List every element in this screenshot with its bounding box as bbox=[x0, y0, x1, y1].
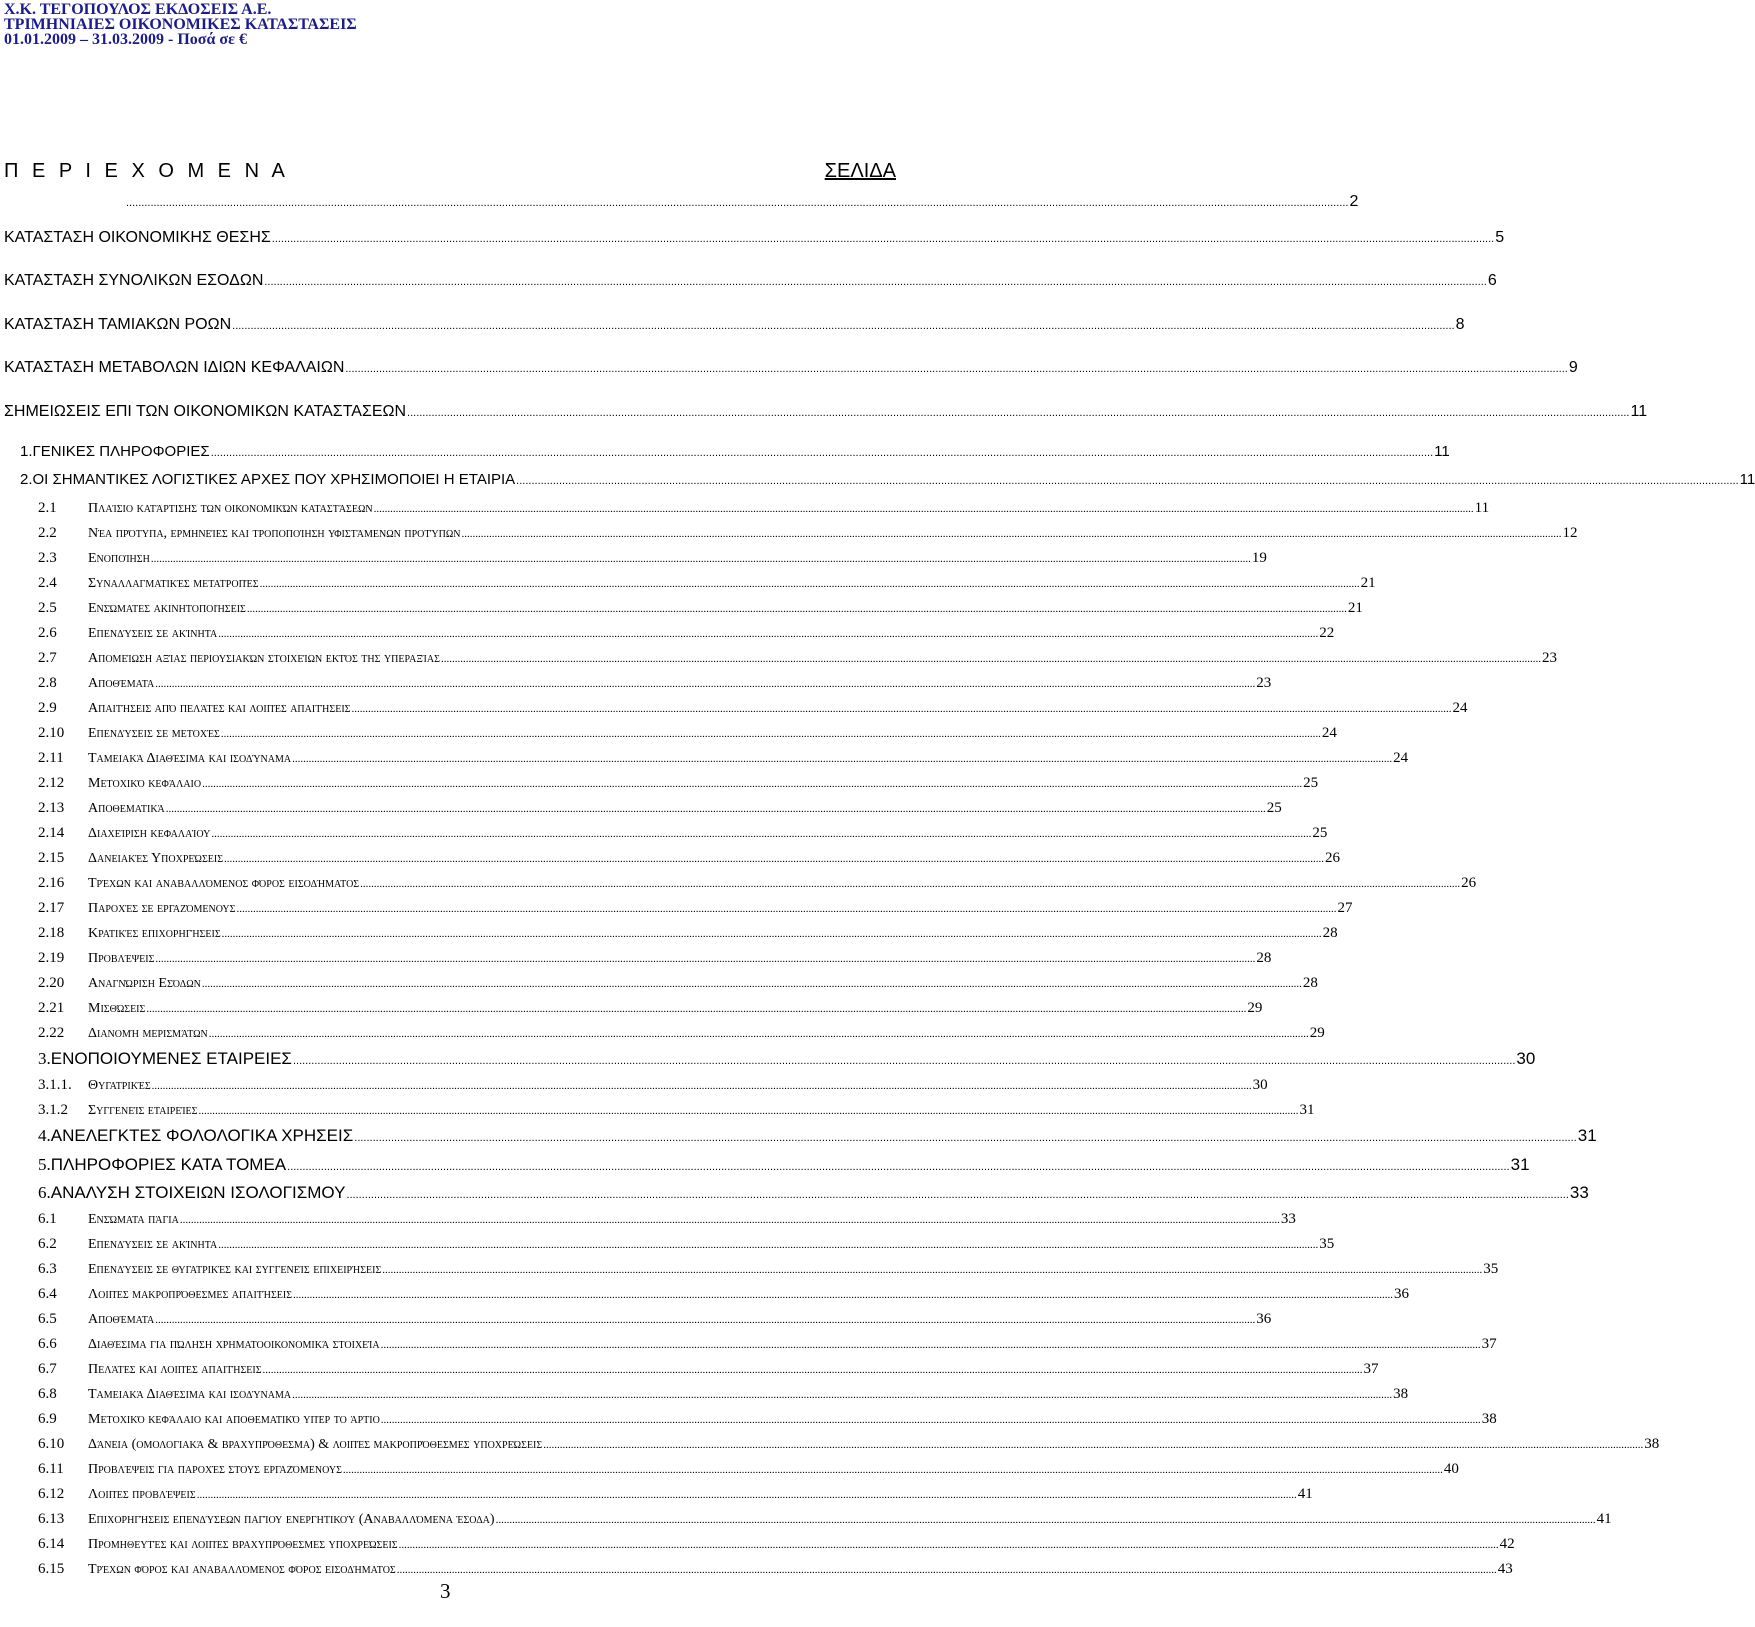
toc-entry-number: 6.2 bbox=[38, 1236, 57, 1252]
toc-entry-label: ΚΑΤΑΣΤΑΣΗ ΜΕΤΑΒΟΛΩΝ ΙΔΙΩΝ ΚΕΦΑΛΑΙΩΝ bbox=[4, 359, 345, 376]
toc-entry[interactable] bbox=[38, 1211, 1296, 1228]
toc-dot-leader: ................................................................................................................................................................................................................................................................................................................................................................................................................ bbox=[543, 1439, 1644, 1451]
toc-entry-label: Παροχές σε εργαζόμενους bbox=[88, 901, 236, 916]
toc-entry-page: 24 bbox=[1321, 725, 1337, 741]
toc-entry-label: ΕΝΟΠΟΙΟΥΜΕΝΕΣ ΕΤΑΙΡΕΙΕΣ bbox=[50, 1049, 292, 1068]
toc-entry-page: 36 bbox=[1256, 1311, 1272, 1327]
toc-dot-leader: ................................................................................................................................................................................................................................................................................................................................................................................................................ bbox=[259, 578, 1360, 590]
toc-entry[interactable] bbox=[38, 900, 1353, 917]
toc-entry-label: Απομείωση αξίας περιουσιακών στοιχείων εκτός της υπεραξίας bbox=[88, 651, 440, 666]
toc-entry[interactable] bbox=[38, 775, 1319, 792]
toc-dot-leader: ................................................................................................................................................................................................................................................................................................................................................................................................................ bbox=[407, 407, 1630, 419]
toc-entry-page: 21 bbox=[1360, 575, 1376, 591]
toc-entry-label: Δανειακές Υποχρεώσεις bbox=[88, 851, 224, 866]
toc-entry-page: 23 bbox=[1541, 650, 1557, 666]
toc-dot-leader: ................................................................................................................................................................................................................................................................................................................................................................................................................ bbox=[495, 1514, 1596, 1526]
toc-dot-leader: ................................................................................................................................................................................................................................................................................................................................................................................................................ bbox=[210, 447, 1434, 459]
toc-entry[interactable] bbox=[38, 925, 1338, 942]
toc-entry[interactable] bbox=[4, 229, 1505, 247]
toc-entry-label: Προβλέψεις bbox=[88, 951, 155, 966]
toc-entry-number: 2.5 bbox=[38, 600, 57, 616]
toc-entry[interactable] bbox=[38, 1511, 1612, 1528]
toc-entry-label: ΑΝΕΛΕΓΚΤΕΣ ΦΟΛΟΛΟΓΙΚΑ ΧΡΗΣΕΙΣ bbox=[50, 1126, 354, 1145]
toc-entry-page: 11 bbox=[1630, 403, 1648, 420]
toc-dot-leader: ................................................................................................................................................................................................................................................................................................................................................................................................................ bbox=[360, 878, 1461, 890]
toc-dot-leader: ................................................................................................................................................................................................................................................................................................................................................................................................................ bbox=[262, 1364, 1363, 1376]
toc-entry[interactable] bbox=[38, 1361, 1379, 1378]
toc-entry-number: 4. bbox=[38, 1126, 51, 1145]
toc-entry-page: 38 bbox=[1481, 1411, 1497, 1427]
toc-entry[interactable] bbox=[38, 650, 1557, 667]
toc-dot-leader: ................................................................................................................................................................................................................................................................................................................................................................................................................ bbox=[126, 197, 1349, 209]
toc-entry[interactable] bbox=[38, 825, 1328, 842]
toc-entry-page: 33 bbox=[1569, 1183, 1589, 1202]
toc-entry-label: Πλαίσιο κατάρτισης των οικονομικών καταστάσεων bbox=[88, 501, 373, 516]
toc-entry-page: 41 bbox=[1596, 1511, 1612, 1527]
toc-entry-page: 42 bbox=[1499, 1536, 1515, 1552]
toc-entry[interactable] bbox=[38, 525, 1578, 542]
toc-entry[interactable] bbox=[38, 500, 1490, 517]
toc-entry-page: 33 bbox=[1280, 1211, 1296, 1227]
toc-entry-number: 2.6 bbox=[38, 625, 57, 641]
toc-dot-leader: ................................................................................................................................................................................................................................................................................................................................................................................................................ bbox=[218, 628, 1319, 640]
toc-entry-label: Αναγνώριση Εσόδων bbox=[88, 976, 201, 991]
toc-dot-leader: ................................................................................................................................................................................................................................................................................................................................................................................................................ bbox=[155, 953, 1256, 965]
toc-entry[interactable] bbox=[38, 625, 1335, 642]
toc-entry-page: 40 bbox=[1443, 1461, 1459, 1477]
header-company: Χ.Κ. ΤΕΓΟΠΟΥΛΟΣ ΕΚΔΟΣΕΙΣ Α.Ε. bbox=[4, 1, 272, 18]
toc-entry-page: 30 bbox=[1516, 1049, 1536, 1068]
toc-entry-page: 23 bbox=[1256, 675, 1272, 691]
toc-entry[interactable] bbox=[38, 1077, 1268, 1094]
toc-entry-label: Επενδύσεις σε ακίνητα bbox=[88, 1237, 218, 1252]
toc-entry-number: 2.14 bbox=[38, 825, 65, 841]
toc-entry[interactable] bbox=[38, 600, 1363, 617]
toc-dot-leader: ................................................................................................................................................................................................................................................................................................................................................................................................................ bbox=[201, 978, 1302, 990]
toc-entry-label: ΑΝΑΛΥΣΗ ΣΤΟΙΧΕΙΩΝ ΙΣΟΛΟΓΙΣΜΟΥ bbox=[50, 1183, 346, 1202]
toc-entry-number: 6.13 bbox=[38, 1511, 65, 1527]
toc-entry[interactable] bbox=[38, 850, 1341, 867]
toc-entry-page: 11 bbox=[1434, 443, 1450, 460]
toc-dot-leader: ................................................................................................................................................................................................................................................................................................................................................................................................................ bbox=[440, 653, 1541, 665]
toc-entry[interactable] bbox=[38, 1126, 1597, 1146]
toc-entry-number: 2.15 bbox=[38, 850, 65, 866]
toc-entry-page: 37 bbox=[1481, 1336, 1497, 1352]
toc-entry-number: 2. bbox=[20, 471, 33, 488]
toc-entry-number: 2.16 bbox=[38, 875, 65, 891]
toc-entry[interactable] bbox=[38, 1461, 1459, 1478]
toc-entry-label: Διαχείριση κεφαλαίου bbox=[88, 826, 211, 841]
toc-entry-page: 6 bbox=[1487, 272, 1497, 289]
toc-entry-label: Λοιπές μακροπρόθεσμες απαιτήσεις bbox=[88, 1287, 293, 1302]
toc-dot-leader: ................................................................................................................................................................................................................................................................................................................................................................................................................ bbox=[179, 1214, 1280, 1226]
toc-dot-leader: ................................................................................................................................................................................................................................................................................................................................................................................................................ bbox=[208, 1028, 1309, 1040]
toc-entry-page: 26 bbox=[1461, 875, 1477, 891]
toc-entry[interactable] bbox=[4, 403, 1648, 421]
toc-entry-label: Συγγενείς εταιρείες bbox=[88, 1103, 198, 1118]
toc-entry-page: 9 bbox=[1568, 359, 1578, 376]
toc-entry[interactable] bbox=[38, 1000, 1263, 1017]
toc-entry-label: Κρατικές επιχορηγήσεις bbox=[88, 926, 221, 941]
toc-entry-number: 3.1.1. bbox=[38, 1077, 72, 1093]
toc-dot-leader: ................................................................................................................................................................................................................................................................................................................................................................................................................ bbox=[380, 1414, 1481, 1426]
toc-entry-number: 2.8 bbox=[38, 675, 57, 691]
toc-entry[interactable] bbox=[4, 316, 1465, 334]
toc-entry-page: 24 bbox=[1452, 700, 1468, 716]
toc-entry-page: 31 bbox=[1510, 1155, 1530, 1174]
toc-dot-leader: ................................................................................................................................................................................................................................................................................................................................................................................................................ bbox=[380, 1339, 1481, 1351]
toc-entry[interactable] bbox=[38, 1561, 1513, 1578]
toc-entry-label: ΣΗΜΕΙΩΣΕΙΣ ΕΠΙ ΤΩΝ ΟΙΚΟΝΟΜΙΚΩΝ ΚΑΤΑΣΤΑΣΕΩΝ bbox=[4, 403, 407, 420]
toc-dot-leader: ................................................................................................................................................................................................................................................................................................................................................................................................................ bbox=[221, 928, 1322, 940]
toc-entry-label: Τρέχων φόρος και αναβαλλόμενος φόρος εισοδήματος bbox=[88, 1562, 396, 1577]
toc-entry-number: 6.8 bbox=[38, 1386, 57, 1402]
toc-entry-label: ΠΛΗΡΟΦΟΡΙΕΣ ΚΑΤΑ ΤΟΜΕΑ bbox=[50, 1155, 287, 1174]
toc-entry-page: 24 bbox=[1393, 750, 1409, 766]
toc-entry[interactable] bbox=[38, 1336, 1497, 1353]
toc-dot-leader: ................................................................................................................................................................................................................................................................................................................................................................................................................ bbox=[396, 1564, 1497, 1576]
toc-entry-page: 8 bbox=[1455, 316, 1465, 333]
toc-entry[interactable] bbox=[38, 550, 1267, 567]
toc-entry-page: 38 bbox=[1644, 1436, 1660, 1452]
toc-entry-label: ΟΙ ΣΗΜΑΝΤΙΚΕΣ ΛΟΓΙΣΤΙΚΕΣ ΑΡΧΕΣ ΠΟΥ ΧΡΗΣΙΜΟΠΟΙΕΙ Η ΕΤΑΙΡΙΑ bbox=[32, 471, 516, 488]
toc-entry-page: 27 bbox=[1337, 900, 1353, 916]
toc-entry-label: ΚΑΤΑΣΤΑΣΗ ΤΑΜΙΑΚΩΝ ΡΟΩΝ bbox=[4, 316, 232, 333]
toc-entry[interactable] bbox=[38, 1102, 1315, 1119]
toc-entry-label: Ταμειακά Διαθέσιμα και ισοδύναμα bbox=[88, 751, 292, 766]
toc-entry-label: Επενδύσεις σε μετοχές bbox=[88, 726, 220, 741]
toc-dot-leader: ................................................................................................................................................................................................................................................................................................................................................................................................................ bbox=[292, 1055, 1516, 1067]
toc-entry-page: 11 bbox=[1474, 500, 1490, 516]
toc-entry[interactable] bbox=[38, 1486, 1313, 1503]
toc-entry-label: Προμηθευτές και λοιπές βραχυπρόθεσμες υποχρεώσεις bbox=[88, 1537, 398, 1552]
toc-entry-label: Επενδύσεις σε θυγατρικές και συγγενείς επιχειρήσεις bbox=[88, 1262, 382, 1277]
toc-entry-label: Τρέχων και αναβαλλόμενος φόρος εισοδήματος bbox=[88, 876, 360, 891]
toc-dot-leader: ................................................................................................................................................................................................................................................................................................................................................................................................................ bbox=[155, 678, 1256, 690]
toc-entry-label: Προβλέψεις για παροχές στους εργαζόμενους bbox=[88, 1462, 342, 1477]
toc-entry-label: Επενδύσεις σε ακίνητα bbox=[88, 626, 218, 641]
toc-entry-page: 29 bbox=[1309, 1025, 1325, 1041]
toc-entry-page: 25 bbox=[1266, 800, 1282, 816]
toc-entry-label: Διανομή μερισμάτων bbox=[88, 1026, 208, 1041]
toc-dot-leader: ................................................................................................................................................................................................................................................................................................................................................................................................................ bbox=[264, 276, 1487, 288]
toc-entry-number: 2.22 bbox=[38, 1025, 65, 1041]
toc-dot-leader: ................................................................................................................................................................................................................................................................................................................................................................................................................ bbox=[165, 803, 1266, 815]
toc-entry[interactable] bbox=[38, 1025, 1325, 1042]
toc-entry-page: 26 bbox=[1325, 850, 1341, 866]
toc-entry[interactable] bbox=[38, 675, 1272, 692]
toc-entry-label: ΓΕΝΙΚΕΣ ΠΛΗΡΟΦΟΡΙΕΣ bbox=[32, 443, 210, 460]
toc-dot-leader: ................................................................................................................................................................................................................................................................................................................................................................................................................ bbox=[398, 1539, 1499, 1551]
toc-entry-number: 6.11 bbox=[38, 1461, 64, 1477]
toc-dot-leader: ................................................................................................................................................................................................................................................................................................................................................................................................................ bbox=[246, 603, 1347, 615]
toc-dot-leader: ................................................................................................................................................................................................................................................................................................................................................................................................................ bbox=[382, 1264, 1483, 1276]
toc-entry-number: 6.7 bbox=[38, 1361, 57, 1377]
toc-entry-label: Μετοχικό κεφάλαιο bbox=[88, 776, 202, 791]
toc-entry-number: 2.13 bbox=[38, 800, 65, 816]
toc-entry[interactable] bbox=[125, 193, 1359, 211]
toc-entry-label: Μετοχικό κεφάλαιο και αποθεματικό υπέρ το άρτιο bbox=[88, 1412, 380, 1427]
page-number: 3 bbox=[440, 1579, 451, 1603]
toc-entry-page: 38 bbox=[1393, 1386, 1409, 1402]
toc-entry[interactable] bbox=[38, 1436, 1660, 1453]
toc-dot-leader: ................................................................................................................................................................................................................................................................................................................................................................................................................ bbox=[461, 528, 1562, 540]
toc-dot-leader: ................................................................................................................................................................................................................................................................................................................................................................................................................ bbox=[292, 753, 1393, 765]
toc-entry-page: 35 bbox=[1319, 1236, 1335, 1252]
toc-entry-page: 25 bbox=[1312, 825, 1328, 841]
toc-entry-label: Διαθέσιμα για πώληση χρηματοοικονομικά στοιχεία bbox=[88, 1337, 380, 1352]
toc-entry-label: Μισθώσεις bbox=[88, 1001, 146, 1016]
toc-entry-page: 21 bbox=[1347, 600, 1363, 616]
toc-entry[interactable] bbox=[38, 1049, 1536, 1069]
toc-entry-page: 28 bbox=[1256, 950, 1272, 966]
toc-entry-page: 31 bbox=[1577, 1126, 1597, 1145]
toc-entry[interactable] bbox=[38, 575, 1376, 592]
toc-entry[interactable] bbox=[38, 1155, 1530, 1175]
toc-entry-label: Ενσώματα πάγια bbox=[88, 1212, 179, 1227]
toc-dot-leader: ................................................................................................................................................................................................................................................................................................................................................................................................................ bbox=[155, 1314, 1256, 1326]
toc-dot-leader: ................................................................................................................................................................................................................................................................................................................................................................................................................ bbox=[146, 1003, 1247, 1015]
toc-entry-number: 6.4 bbox=[38, 1286, 57, 1302]
toc-entry-page: 28 bbox=[1322, 925, 1338, 941]
toc-dot-leader: ................................................................................................................................................................................................................................................................................................................................................................................................................ bbox=[373, 503, 1474, 515]
toc-entry[interactable] bbox=[38, 875, 1477, 892]
toc-entry-page: 37 bbox=[1363, 1361, 1379, 1377]
toc-entry[interactable] bbox=[38, 1261, 1499, 1278]
toc-dot-leader: ................................................................................................................................................................................................................................................................................................................................................................................................................ bbox=[211, 828, 1312, 840]
toc-entry-number: 6.6 bbox=[38, 1336, 57, 1352]
toc-dot-leader: ................................................................................................................................................................................................................................................................................................................................................................................................................ bbox=[232, 320, 1455, 332]
toc-dot-leader: ................................................................................................................................................................................................................................................................................................................................................................................................................ bbox=[150, 553, 1251, 565]
toc-entry-page: 31 bbox=[1299, 1102, 1315, 1118]
document-header bbox=[4, 2, 357, 47]
toc-entry-number: 2.19 bbox=[38, 950, 65, 966]
toc-entry-page: 22 bbox=[1319, 625, 1335, 641]
toc-entry-label: Συναλλαγματικές μετατροπές bbox=[88, 576, 259, 591]
header-period: 01.01.2009 – 31.03.2009 - Ποσά σε € bbox=[4, 31, 247, 48]
toc-entry[interactable] bbox=[38, 1311, 1272, 1328]
toc-entry-number: 2.4 bbox=[38, 575, 57, 591]
toc-dot-leader: ................................................................................................................................................................................................................................................................................................................................................................................................................ bbox=[236, 903, 1337, 915]
toc-entry-page: 25 bbox=[1303, 775, 1319, 791]
toc-entry-number: 6.9 bbox=[38, 1411, 57, 1427]
toc-dot-leader: ................................................................................................................................................................................................................................................................................................................................................................................................................ bbox=[202, 778, 1303, 790]
toc-entry-number: 2.17 bbox=[38, 900, 65, 916]
toc-dot-leader: ................................................................................................................................................................................................................................................................................................................................................................................................................ bbox=[287, 1161, 1510, 1173]
toc-entry-label: Θυγατρικές bbox=[88, 1078, 151, 1093]
toc-dot-leader: ................................................................................................................................................................................................................................................................................................................................................................................................................ bbox=[292, 1389, 1393, 1401]
toc-entry[interactable] bbox=[38, 1286, 1410, 1303]
toc-entry-page: 30 bbox=[1252, 1077, 1268, 1093]
toc-dot-leader: ................................................................................................................................................................................................................................................................................................................................................................................................................ bbox=[342, 1464, 1443, 1476]
toc-dot-leader: ................................................................................................................................................................................................................................................................................................................................................................................................................ bbox=[345, 363, 1568, 375]
toc-dot-leader: ................................................................................................................................................................................................................................................................................................................................................................................................................ bbox=[198, 1105, 1299, 1117]
toc-entry-label: Απαιτήσεις από πελάτες και λοιπές απαιτήσεις bbox=[88, 701, 351, 716]
toc-entry-label: Ενσώματες ακινητοποιήσεις bbox=[88, 601, 246, 616]
toc-entry-number: 6.3 bbox=[38, 1261, 57, 1277]
toc-entry[interactable] bbox=[38, 1386, 1409, 1403]
toc-entry[interactable] bbox=[38, 700, 1468, 717]
toc-dot-leader: ................................................................................................................................................................................................................................................................................................................................................................................................................ bbox=[271, 233, 1495, 245]
toc-dot-leader: ................................................................................................................................................................................................................................................................................................................................................................................................................ bbox=[220, 728, 1321, 740]
toc-entry-number: 2.2 bbox=[38, 525, 57, 541]
toc-page-column-title: ΣΕΛΙΔΑ bbox=[824, 160, 896, 182]
toc-entry-page: 35 bbox=[1483, 1261, 1499, 1277]
toc-entry-label: ΚΑΤΑΣΤΑΣΗ ΟΙΚΟΝΟΜΙΚΗΣ ΘΕΣΗΣ bbox=[4, 229, 271, 246]
toc-entry-page: 12 bbox=[1562, 525, 1578, 541]
toc-entry-page: 19 bbox=[1251, 550, 1267, 566]
toc-entry-number: 3. bbox=[38, 1049, 51, 1068]
toc-entry-number: 6.12 bbox=[38, 1486, 65, 1502]
toc-entry[interactable] bbox=[38, 800, 1282, 817]
toc-entry-number: 6.15 bbox=[38, 1561, 65, 1577]
toc-entry-label: Επιχορηγήσεις επενδύσεων παγίου ενεργητικού (Αναβαλλόμενα έσοδα) bbox=[88, 1512, 495, 1527]
toc-entry-page: 36 bbox=[1394, 1286, 1410, 1302]
toc-entry-number: 6.5 bbox=[38, 1311, 57, 1327]
toc-entry[interactable] bbox=[38, 1183, 1589, 1203]
toc-entry-number: 2.18 bbox=[38, 925, 65, 941]
toc-entry-number: 3.1.2 bbox=[38, 1102, 68, 1118]
toc-dot-leader: ................................................................................................................................................................................................................................................................................................................................................................................................................ bbox=[354, 1132, 1577, 1144]
toc-entry-label: ΚΑΤΑΣΤΑΣΗ ΣΥΝΟΛΙΚΩΝ ΕΣΟΔΩΝ bbox=[4, 272, 264, 289]
toc-entry-number: 2.3 bbox=[38, 550, 57, 566]
toc-entry-number: 6.14 bbox=[38, 1536, 65, 1552]
toc-entry-number: 2.9 bbox=[38, 700, 57, 716]
toc-entry-page: 41 bbox=[1297, 1486, 1313, 1502]
toc-entry-number: 2.10 bbox=[38, 725, 65, 741]
toc-entry-label: Αποθεματικά bbox=[88, 801, 165, 816]
toc-dot-leader: ................................................................................................................................................................................................................................................................................................................................................................................................................ bbox=[293, 1289, 1394, 1301]
toc-entry-label: Ταμειακά Διαθέσιμα και ισοδύναμα bbox=[88, 1387, 292, 1402]
toc-entry-label: Πελάτες και λοιπές απαιτήσεις bbox=[88, 1362, 262, 1377]
toc-entry[interactable] bbox=[38, 975, 1318, 992]
toc-entry-number: 2.21 bbox=[38, 1000, 65, 1016]
toc-entry[interactable] bbox=[38, 750, 1409, 767]
toc-entry[interactable] bbox=[38, 1411, 1497, 1428]
toc-entry-number: 2.12 bbox=[38, 775, 65, 791]
toc-entry-number: 2.7 bbox=[38, 650, 57, 666]
toc-dot-leader: ................................................................................................................................................................................................................................................................................................................................................................................................................ bbox=[224, 853, 1325, 865]
toc-entry-number: 6.1 bbox=[38, 1211, 57, 1227]
toc-entry-label: Λοιπές προβλέψεις bbox=[88, 1487, 196, 1502]
toc-entry-page: 43 bbox=[1497, 1561, 1513, 1577]
toc-dot-leader: ................................................................................................................................................................................................................................................................................................................................................................................................................ bbox=[218, 1239, 1319, 1251]
toc-dot-leader: ................................................................................................................................................................................................................................................................................................................................................................................................................ bbox=[196, 1489, 1297, 1501]
toc-title: Π Ε Ρ Ι Ε Χ Ο Μ Ε Ν Α bbox=[4, 160, 289, 182]
toc-entry-page: 2 bbox=[1349, 193, 1359, 210]
toc-entry[interactable] bbox=[20, 443, 1450, 460]
toc-entry-number: 5. bbox=[38, 1155, 51, 1174]
toc-entry-number: 2.1 bbox=[38, 500, 57, 516]
header-report-title: ΤΡΙΜΗΝΙΑΙΕΣ ΟΙΚΟΝΟΜΙΚΕΣ ΚΑΤΑΣΤΑΣΕΙΣ bbox=[4, 16, 357, 33]
toc-entry-number: 2.20 bbox=[38, 975, 65, 991]
toc-entry[interactable] bbox=[4, 272, 1497, 290]
toc-dot-leader: ................................................................................................................................................................................................................................................................................................................................................................................................................ bbox=[351, 703, 1452, 715]
toc-entry-number: 6. bbox=[38, 1183, 51, 1202]
toc-entry-label: Αποθέματα bbox=[88, 676, 155, 691]
toc-entry[interactable] bbox=[38, 725, 1337, 742]
toc-entry-page: 29 bbox=[1247, 1000, 1263, 1016]
toc-entry-page: 5 bbox=[1495, 229, 1505, 246]
toc-entry-label: Νέα πρότυπα, ερμηνείες και τροποποίηση υφιστάμενων προτύπων bbox=[88, 526, 461, 541]
toc-dot-leader: ................................................................................................................................................................................................................................................................................................................................................................................................................ bbox=[516, 475, 1739, 487]
toc-entry-page: 28 bbox=[1302, 975, 1318, 991]
toc-entry[interactable] bbox=[38, 1236, 1335, 1253]
toc-entry[interactable] bbox=[20, 471, 1755, 488]
toc-entry-label: Ενοποίηση bbox=[88, 551, 150, 566]
toc-entry[interactable] bbox=[4, 359, 1578, 377]
toc-entry-page: 11 bbox=[1739, 471, 1755, 488]
toc-entry-label: Δάνεια (ομολογιακά & βραχυπρόθεσμα) & λοιπές μακροπρόθεσμες υποχρεώσεις bbox=[88, 1437, 543, 1452]
toc-entry-number: 2.11 bbox=[38, 750, 64, 766]
toc-dot-leader: ................................................................................................................................................................................................................................................................................................................................................................................................................ bbox=[151, 1080, 1252, 1092]
toc-dot-leader: ................................................................................................................................................................................................................................................................................................................................................................................................................ bbox=[346, 1189, 1569, 1201]
toc-entry-number: 1. bbox=[20, 443, 33, 460]
toc-entry[interactable] bbox=[38, 1536, 1515, 1553]
toc-entry[interactable] bbox=[38, 950, 1272, 967]
toc-entry-number: 6.10 bbox=[38, 1436, 65, 1452]
toc-entry-label: Αποθέματα bbox=[88, 1312, 155, 1327]
